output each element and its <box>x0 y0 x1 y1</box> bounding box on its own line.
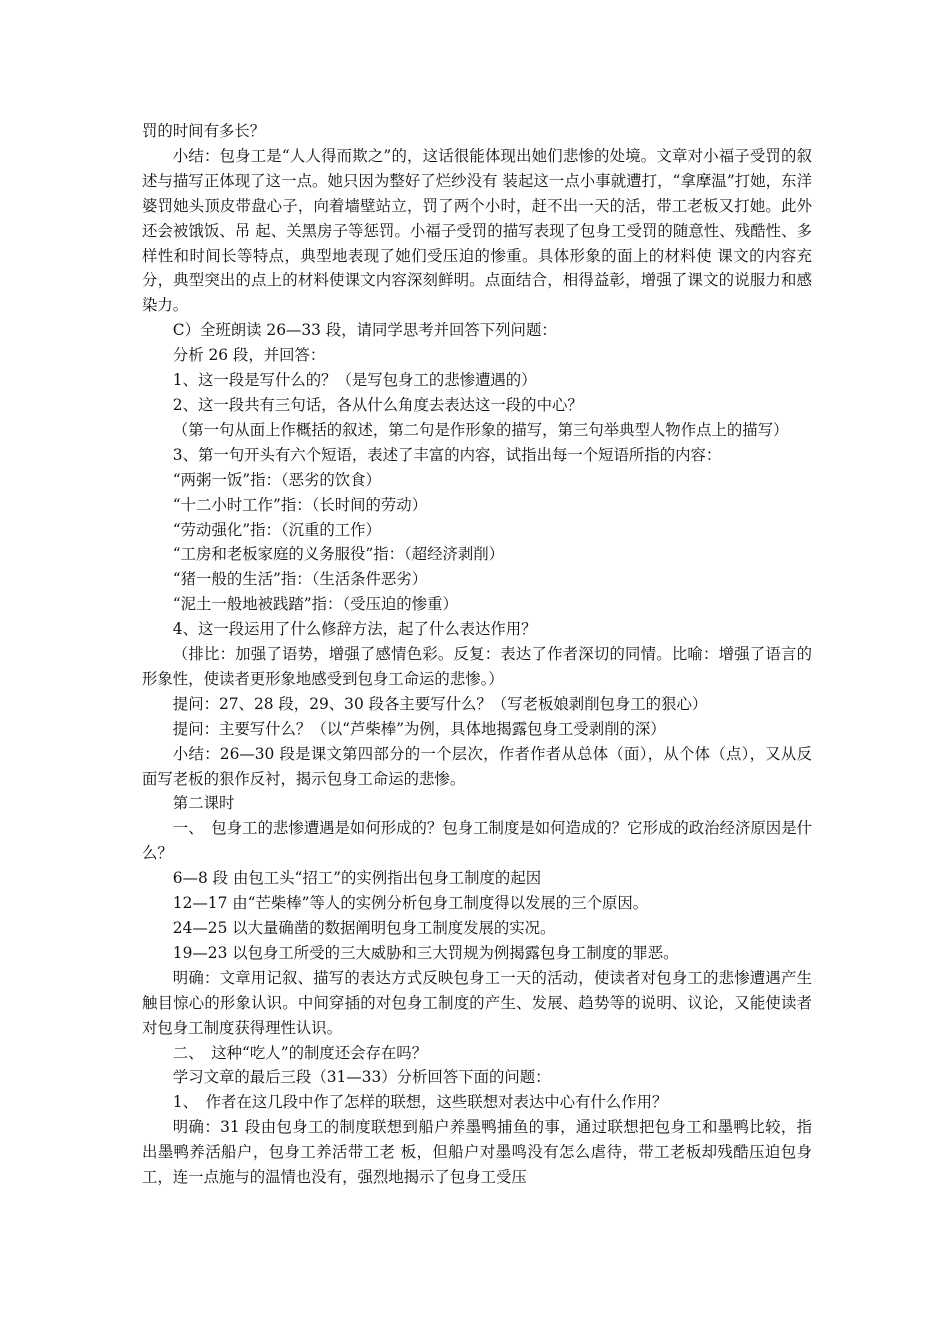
paragraph: 4、这一段运用了什么修辞方法，起了什么表达作用？ <box>172 620 537 639</box>
paragraph: 学习文章的最后三段（31—33）分析回答下面的问题： <box>172 1068 551 1087</box>
paragraph: 二、 这种“吃人”的制度还会存在吗？ <box>172 1043 428 1062</box>
paragraph: 12—17 由“芒柴棒”等人的实例分析包身工制度得以发展的三个原因。 <box>172 894 649 913</box>
paragraph: 小结：包身工是“人人得而欺之”的，这话很能体现出她们悲惨的处境。文章对小福子受罚的叙述与描写正体现了这一点。她只因为整好了烂纱没有 装起这一点小事就遭打，“拿摩温”打她，东洋婆罚她头顶皮带盘心子，向着墙壁站立，罚了两个小时，赶不出一天的活，带工老板又打她。此外还会被饿饭、吊 起、关黑房子等惩罚。小福子受罚的描写表现了包身工受罚的随意性、残酷性、多样性和时间长等特点，典型地表现了她们受压迫的惨重。具体形象的面上的材料使 课文的内容充分，典型突出的点上的材料使课文内容深刻鲜明。点面结合，相得益彰，增强了课文的说服力和感染力。 <box>142 146 812 315</box>
paragraph: “猪一般的生活”指：（生活条件恶劣） <box>172 570 428 589</box>
paragraph: “两粥一饭”指：（恶劣的饮食） <box>172 470 381 489</box>
paragraph: 24—25 以大量确凿的数据阐明包身工制度发展的实况。 <box>172 919 556 937</box>
paragraph: 分析 26 段，并回答： <box>172 346 326 365</box>
paragraph: 6—8 段 由包工头“招工”的实例指出包身工制度的起因 <box>172 869 542 888</box>
paragraph: 提问：27、28 段，29、30 段各主要写什么？（写老板娘剥削包身工的狠心） <box>172 694 708 713</box>
paragraph: “劳动强化”指：（沉重的工作） <box>172 520 381 539</box>
paragraph: C）全班朗读 26—33 段，请同学思考并回答下列问题： <box>172 321 557 340</box>
paragraph: 罚的时间有多长？ <box>142 122 266 140</box>
paragraph: 19—23 以包身工所受的三大威胁和三大罚规为例揭露包身工制度的罪恶。 <box>172 943 679 962</box>
paragraph: （排比：加强了语势，增强了感情色彩。反复：表达了作者深切的同情。比喻：增强了语言的形象性，使读者更形象地感受到包身工命运的悲惨。） <box>142 645 812 688</box>
paragraph: “泥土一般地被践踏”指：（受压迫的惨重） <box>172 595 458 614</box>
paragraph: 一、 包身工的悲惨遭遇是如何形成的？包身工制度是如何造成的？它形成的政治经济原因是什么？ <box>142 819 812 863</box>
paragraph: （第一句从面上作概括的叙述，第二句是作形象的描写，第三句举典型人物作点上的描写） <box>172 420 789 439</box>
paragraph: 明确：文章用记叙、描写的表达方式反映包身工一天的活动，使读者对包身工的悲惨遭遇产生触目惊心的形象认识。中间穿插的对包身工制度的产生、发展、趋势等的说明、议论，又能使读者对包身工制度获得理性认识。 <box>142 968 812 1037</box>
paragraph: 第二课时 <box>172 794 235 813</box>
paragraph: 提问：主要写什么？（以“芦柴棒”为例，具体地揭露包身工受剥削的深） <box>172 719 666 738</box>
paragraph: “工房和老板家庭的义务服役”指：（超经济剥削） <box>172 545 505 564</box>
document-page <box>142 119 812 1190</box>
paragraph: 2、这一段共有三句话，各从什么角度去表达这一段的中心？ <box>172 395 583 414</box>
paragraph: 小结：26—30 段是课文第四部分的一个层次，作者作者从总体（面），从个体（点），又从反面写老板的狠作反衬，揭示包身工命运的悲惨。 <box>142 744 812 788</box>
paragraph: 3、第一句开头有六个短语，表述了丰富的内容，试指出每一个短语所指的内容： <box>172 445 722 464</box>
paragraph: “十二小时工作”指：（长时间的劳动） <box>172 495 428 514</box>
paragraph: 1、这一段是写什么的？（是写包身工的悲惨遭遇的） <box>172 371 537 390</box>
paragraph: 1、 作者在这几段中作了怎样的联想，这些联想对表达中心有什么作用？ <box>172 1093 668 1112</box>
paragraph: 明确：31 段由包身工的制度联想到船户养墨鸭捕鱼的事，通过联想把包身工和墨鸭比较，指出墨鸭养活船户，包身工养活带工老 板，但船户对墨鸣没有怎么虐待，带工老板却残酷压迫包身工，连一点施与的温情也没有，强烈地揭示了包身工受压 <box>142 1118 812 1187</box>
